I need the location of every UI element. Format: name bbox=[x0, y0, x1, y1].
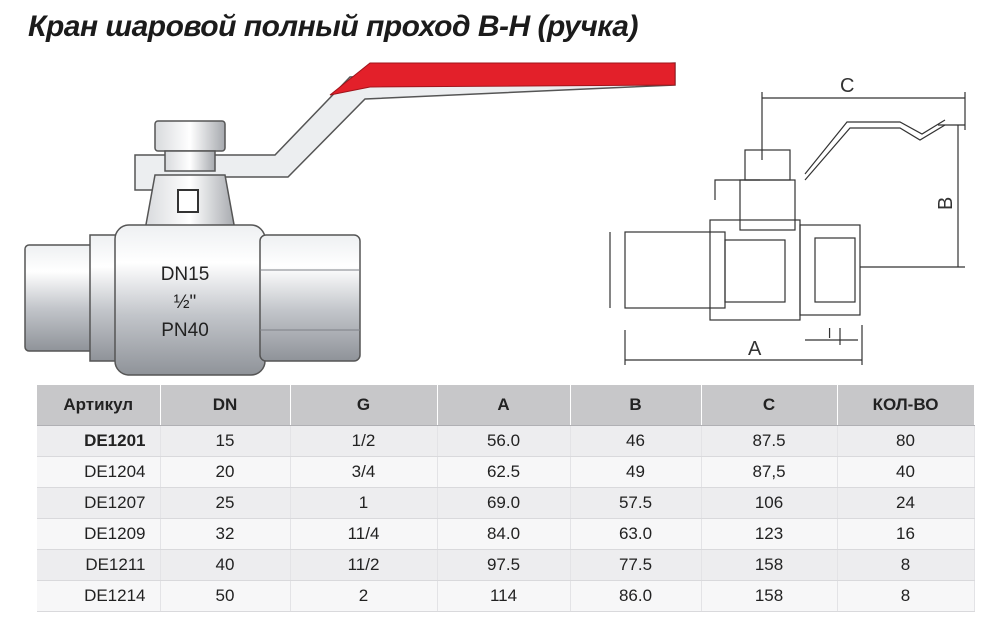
page-title: Кран шаровой полный проход В-Н (ручка) bbox=[28, 10, 638, 43]
header-dn: DN bbox=[160, 385, 290, 426]
cell-a: 97.5 bbox=[437, 550, 570, 581]
cell-dn: 40 bbox=[160, 550, 290, 581]
header-c: C bbox=[701, 385, 837, 426]
cell-article: DE1207 bbox=[37, 488, 160, 519]
cell-qty: 16 bbox=[837, 519, 974, 550]
valve-photo bbox=[20, 55, 685, 385]
cell-b: 77.5 bbox=[570, 550, 701, 581]
cell-dn: 50 bbox=[160, 581, 290, 612]
cell-dn: 25 bbox=[160, 488, 290, 519]
header-b: B bbox=[570, 385, 701, 426]
drawing-label-c: C bbox=[840, 75, 855, 97]
cell-b: 49 bbox=[570, 457, 701, 488]
drawing-label-b: B bbox=[935, 196, 957, 210]
cell-b: 57.5 bbox=[570, 488, 701, 519]
table-header-row bbox=[37, 385, 974, 426]
cell-a: 69.0 bbox=[437, 488, 570, 519]
table-row bbox=[37, 581, 974, 612]
cell-g: 3/4 bbox=[290, 457, 437, 488]
drawing-label-l: l bbox=[828, 325, 832, 341]
cell-dn: 20 bbox=[160, 457, 290, 488]
table-row bbox=[37, 426, 974, 457]
table-row bbox=[37, 519, 974, 550]
header-g: G bbox=[290, 385, 437, 426]
cell-g: 2 bbox=[290, 581, 437, 612]
cell-article: DE1204 bbox=[37, 457, 160, 488]
cell-article: DE1214 bbox=[37, 581, 160, 612]
header-qty: КОЛ-ВО bbox=[837, 385, 974, 426]
cell-c: 158 bbox=[701, 550, 837, 581]
cell-g: 1/2 bbox=[290, 426, 437, 457]
cell-g: 11/4 bbox=[290, 519, 437, 550]
technical-drawing bbox=[600, 70, 990, 370]
table-row bbox=[37, 488, 974, 519]
cell-article: DE1201 bbox=[37, 426, 160, 457]
cell-article: DE1209 bbox=[37, 519, 160, 550]
photo-thread-label: ½" bbox=[173, 292, 197, 313]
table-row bbox=[37, 457, 974, 488]
cell-qty: 80 bbox=[837, 426, 974, 457]
cell-c: 106 bbox=[701, 488, 837, 519]
cell-g: 1 bbox=[290, 488, 437, 519]
header-article: Артикул bbox=[37, 385, 160, 426]
cell-b: 86.0 bbox=[570, 581, 701, 612]
cell-c: 123 bbox=[701, 519, 837, 550]
cell-b: 46 bbox=[570, 426, 701, 457]
cell-c: 87,5 bbox=[701, 457, 837, 488]
spec-table bbox=[37, 385, 975, 612]
table-row bbox=[37, 550, 974, 581]
photo-size-label: DN15 bbox=[160, 264, 210, 285]
drawing-label-a: A bbox=[748, 338, 762, 360]
cell-b: 63.0 bbox=[570, 519, 701, 550]
cell-a: 114 bbox=[437, 581, 570, 612]
cell-a: 62.5 bbox=[437, 457, 570, 488]
cell-dn: 32 bbox=[160, 519, 290, 550]
cell-qty: 8 bbox=[837, 550, 974, 581]
cell-article: DE1211 bbox=[37, 550, 160, 581]
photo-pressure-label: PN40 bbox=[161, 320, 209, 341]
cell-a: 56.0 bbox=[437, 426, 570, 457]
cell-g: 11/2 bbox=[290, 550, 437, 581]
cell-qty: 40 bbox=[837, 457, 974, 488]
cell-qty: 8 bbox=[837, 581, 974, 612]
cell-dn: 15 bbox=[160, 426, 290, 457]
cell-c: 87.5 bbox=[701, 426, 837, 457]
cell-qty: 24 bbox=[837, 488, 974, 519]
cell-a: 84.0 bbox=[437, 519, 570, 550]
cell-c: 158 bbox=[701, 581, 837, 612]
header-a: A bbox=[437, 385, 570, 426]
